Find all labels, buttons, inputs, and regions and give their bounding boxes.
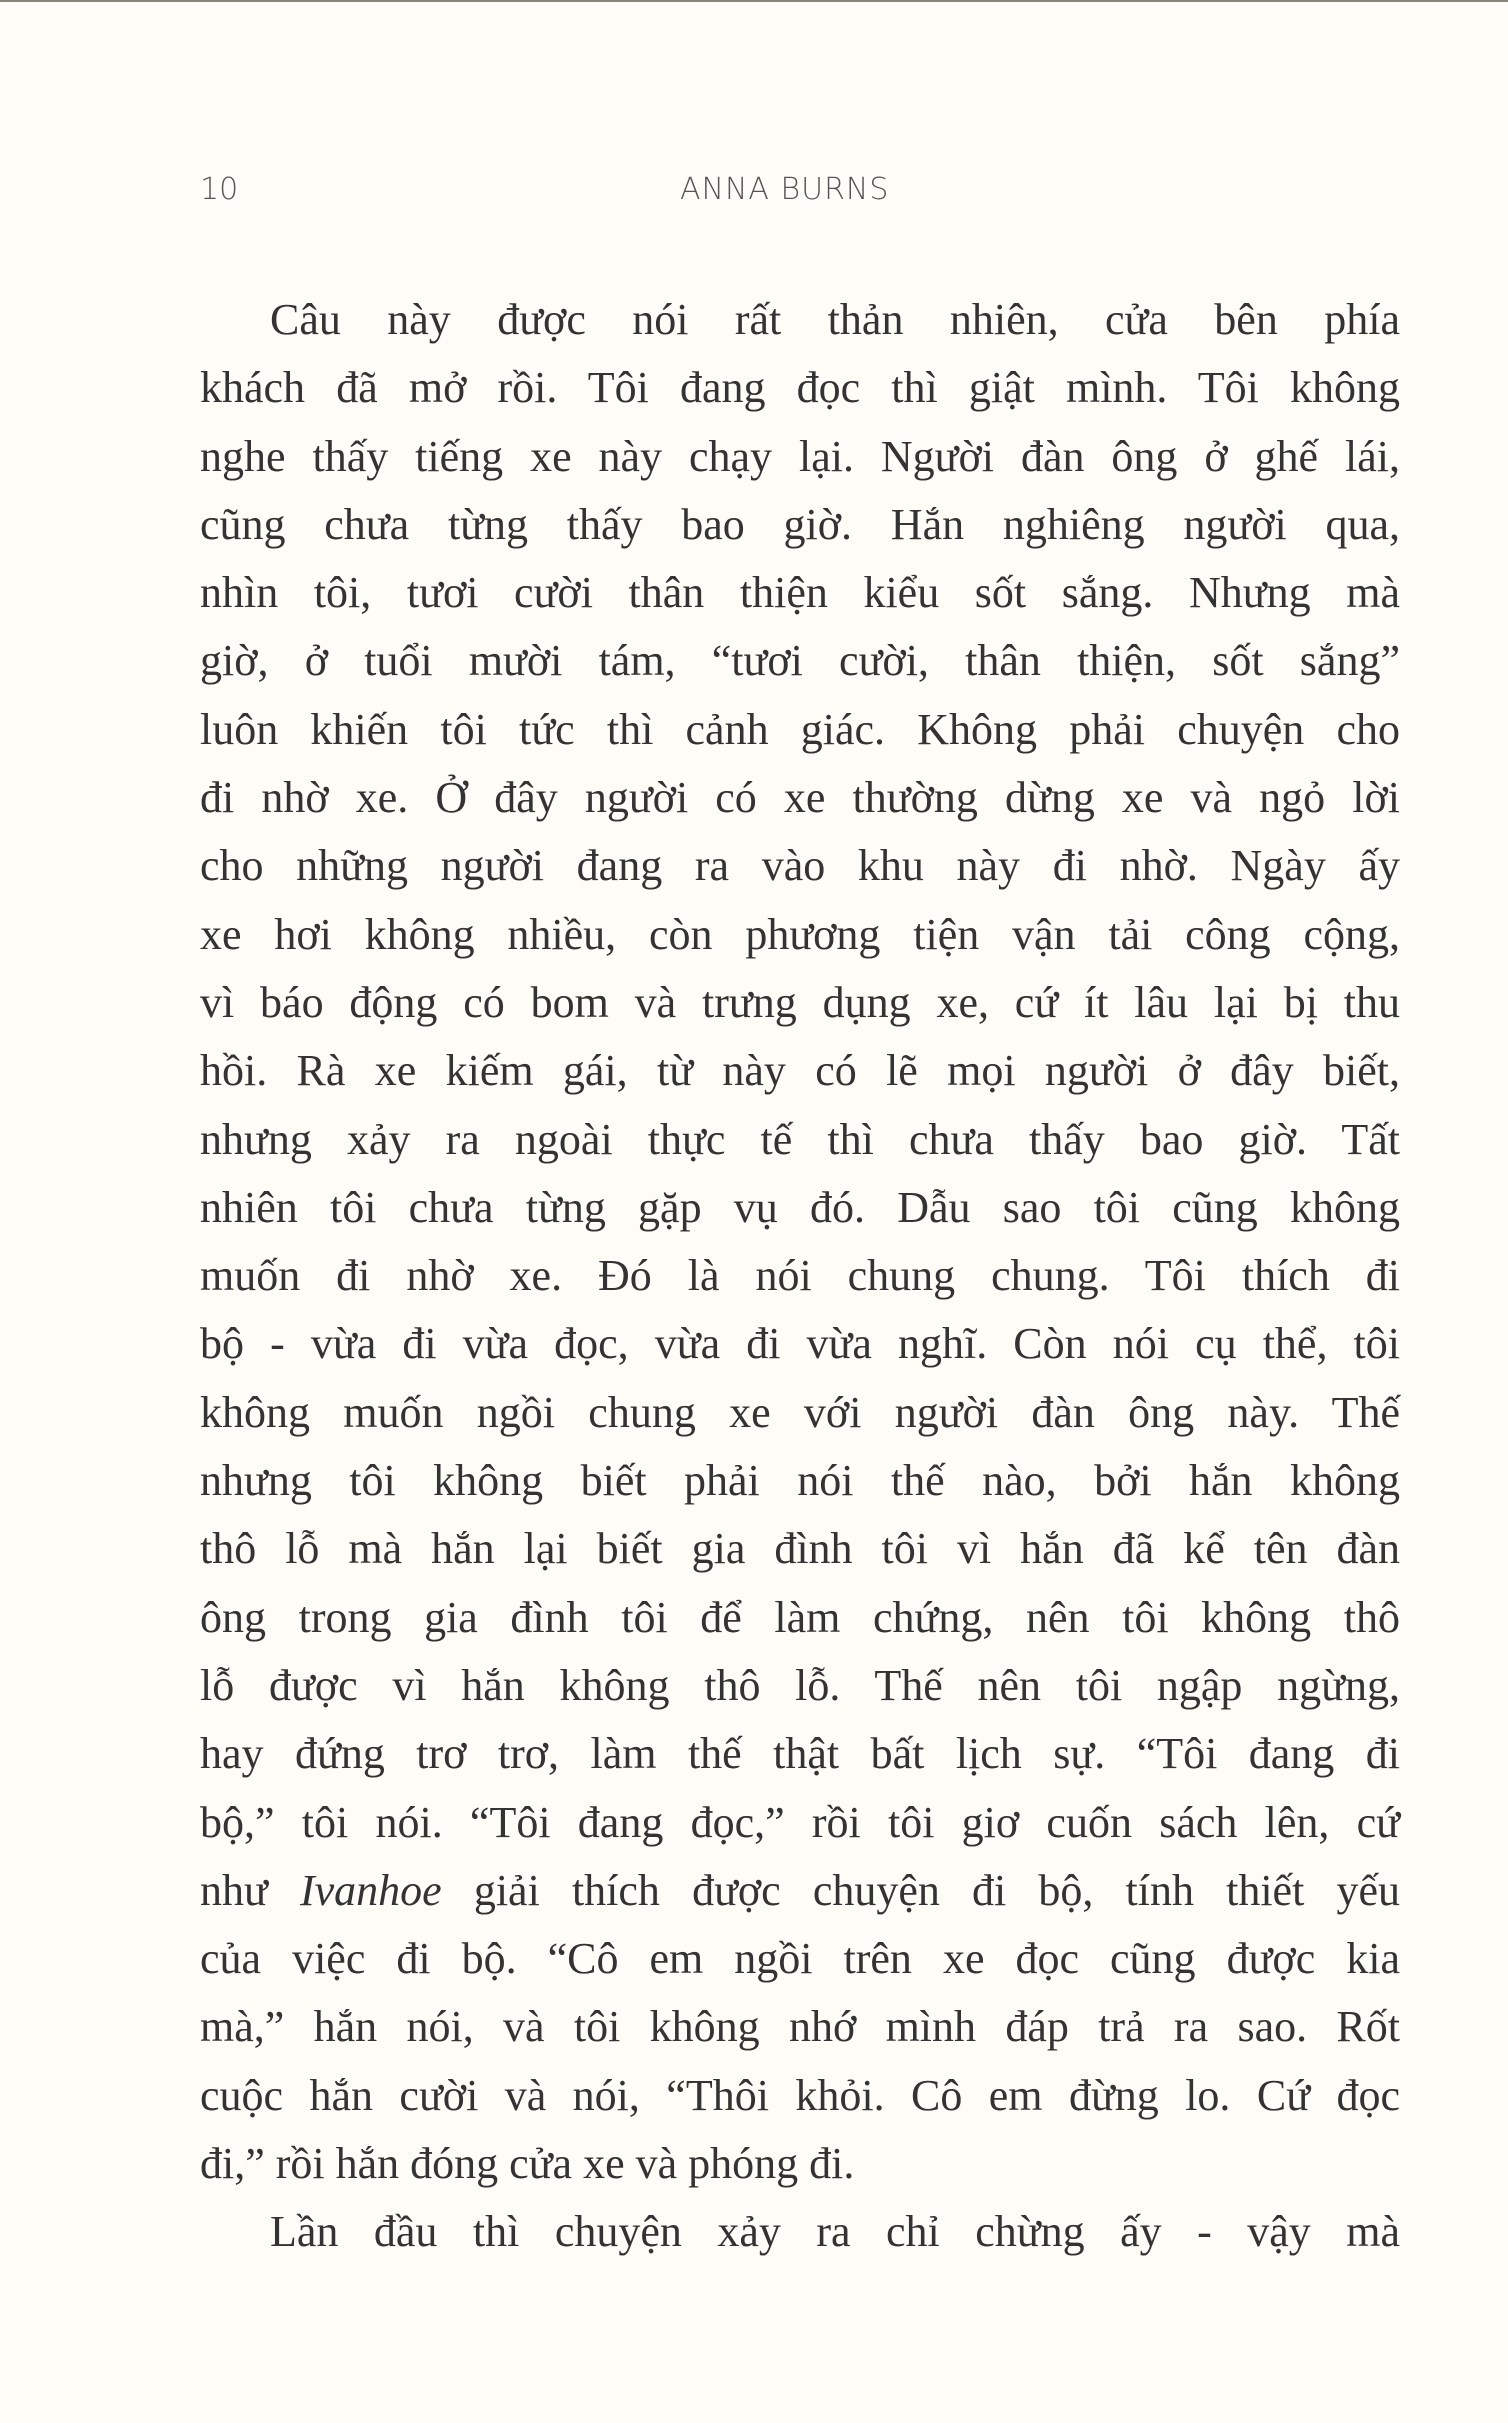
- text-line: Câu này được nói rất thản nhiên, cửa bên phía: [270, 295, 1400, 344]
- text-line: mà,” hắn nói, và tôi không nhớ mình đáp trả ra sao. Rốt: [200, 2002, 1400, 2052]
- text-line: vì báo động có bom và trưng dụng xe, cứ ít lâu lại bị thu: [200, 977, 1400, 1027]
- text-line: nhiên tôi chưa từng gặp vụ đó. Dẫu sao tôi cũng không: [200, 1182, 1400, 1232]
- text-line: khách đã mở rồi. Tôi đang đọc thì giật mình. Tôi không: [200, 363, 1400, 413]
- text-line: không muốn ngồi chung xe với người đàn ông này. Thế: [200, 1387, 1400, 1437]
- page-top-edge: [0, 0, 1508, 2]
- text-line: lỗ được vì hắn không thô lỗ. Thế nên tôi ngập ngừng,: [200, 1660, 1400, 1710]
- text-line: hồi. Rà xe kiếm gái, từ này có lẽ mọi người ở đây biết,: [200, 1046, 1400, 1096]
- text-line: đi,” rồi hắn đóng cửa xe và phóng đi.: [200, 2139, 855, 2189]
- text-fragment: giải thích được chuyện đi bộ, tính thiết yếu: [441, 1865, 1400, 1915]
- text-line: xe hơi không nhiều, còn phương tiện vận tải công cộng,: [200, 909, 1400, 959]
- paragraph-1: [200, 286, 1400, 2198]
- text-line: ông trong gia đình tôi để làm chứng, nên tôi không thô: [200, 1592, 1400, 1642]
- text-line: nhưng tôi không biết phải nói thế nào, bởi hắn không: [200, 1456, 1400, 1506]
- text-line: cho những người đang ra vào khu này đi nhờ. Ngày ấy: [200, 841, 1400, 891]
- text-line: thô lỗ mà hắn lại biết gia đình tôi vì hắn đã kể tên đàn: [200, 1524, 1400, 1574]
- text-line: giờ, ở tuổi mười tám, “tươi cười, thân thiện, sốt sắng”: [200, 636, 1400, 686]
- text-line: Lần đầu thì chuyện xảy ra chỉ chừng ấy - vậy mà: [270, 2207, 1400, 2257]
- text-line: luôn khiến tôi tức thì cảnh giác. Không phải chuyện cho: [200, 704, 1400, 754]
- text-line-with-book-title: [200, 1857, 1400, 1925]
- text-line: nhưng xảy ra ngoài thực tế thì chưa thấy bao giờ. Tất: [200, 1114, 1400, 1164]
- text-line: cũng chưa từng thấy bao giờ. Hắn nghiêng người qua,: [200, 499, 1400, 549]
- text-line: bộ - vừa đi vừa đọc, vừa đi vừa nghĩ. Còn nói cụ thể, tôi: [200, 1319, 1400, 1369]
- text-line: bộ,” tôi nói. “Tôi đang đọc,” rồi tôi giơ cuốn sách lên, cứ: [200, 1797, 1400, 1847]
- text-line: nghe thấy tiếng xe này chạy lại. Người đàn ông ở ghế lái,: [200, 431, 1400, 481]
- text-line: đi nhờ xe. Ở đây người có xe thường dừng xe và ngỏ lời: [200, 773, 1400, 823]
- text-fragment: như: [200, 1865, 300, 1915]
- text-line: của việc đi bộ. “Cô em ngồi trên xe đọc cũng được kia: [200, 1934, 1400, 1984]
- text-line: cuộc hắn cười và nói, “Thôi khỏi. Cô em đừng lo. Cứ đọc: [200, 2070, 1400, 2120]
- page-number: 10: [200, 172, 239, 207]
- paragraph-2: [200, 2198, 1400, 2266]
- text-line: hay đứng trơ trơ, làm thế thật bất lịch sự. “Tôi đang đi: [200, 1729, 1400, 1779]
- text-line: nhìn tôi, tươi cười thân thiện kiểu sốt sắng. Nhưng mà: [200, 568, 1400, 618]
- running-head-author: ANNA BURNS: [680, 172, 890, 207]
- body-text: [200, 286, 1400, 2267]
- running-head: [0, 160, 1508, 220]
- text-line: muốn đi nhờ xe. Đó là nói chung chung. Tôi thích đi: [200, 1251, 1400, 1301]
- book-title-ivanhoe: Ivanhoe: [299, 1865, 442, 1915]
